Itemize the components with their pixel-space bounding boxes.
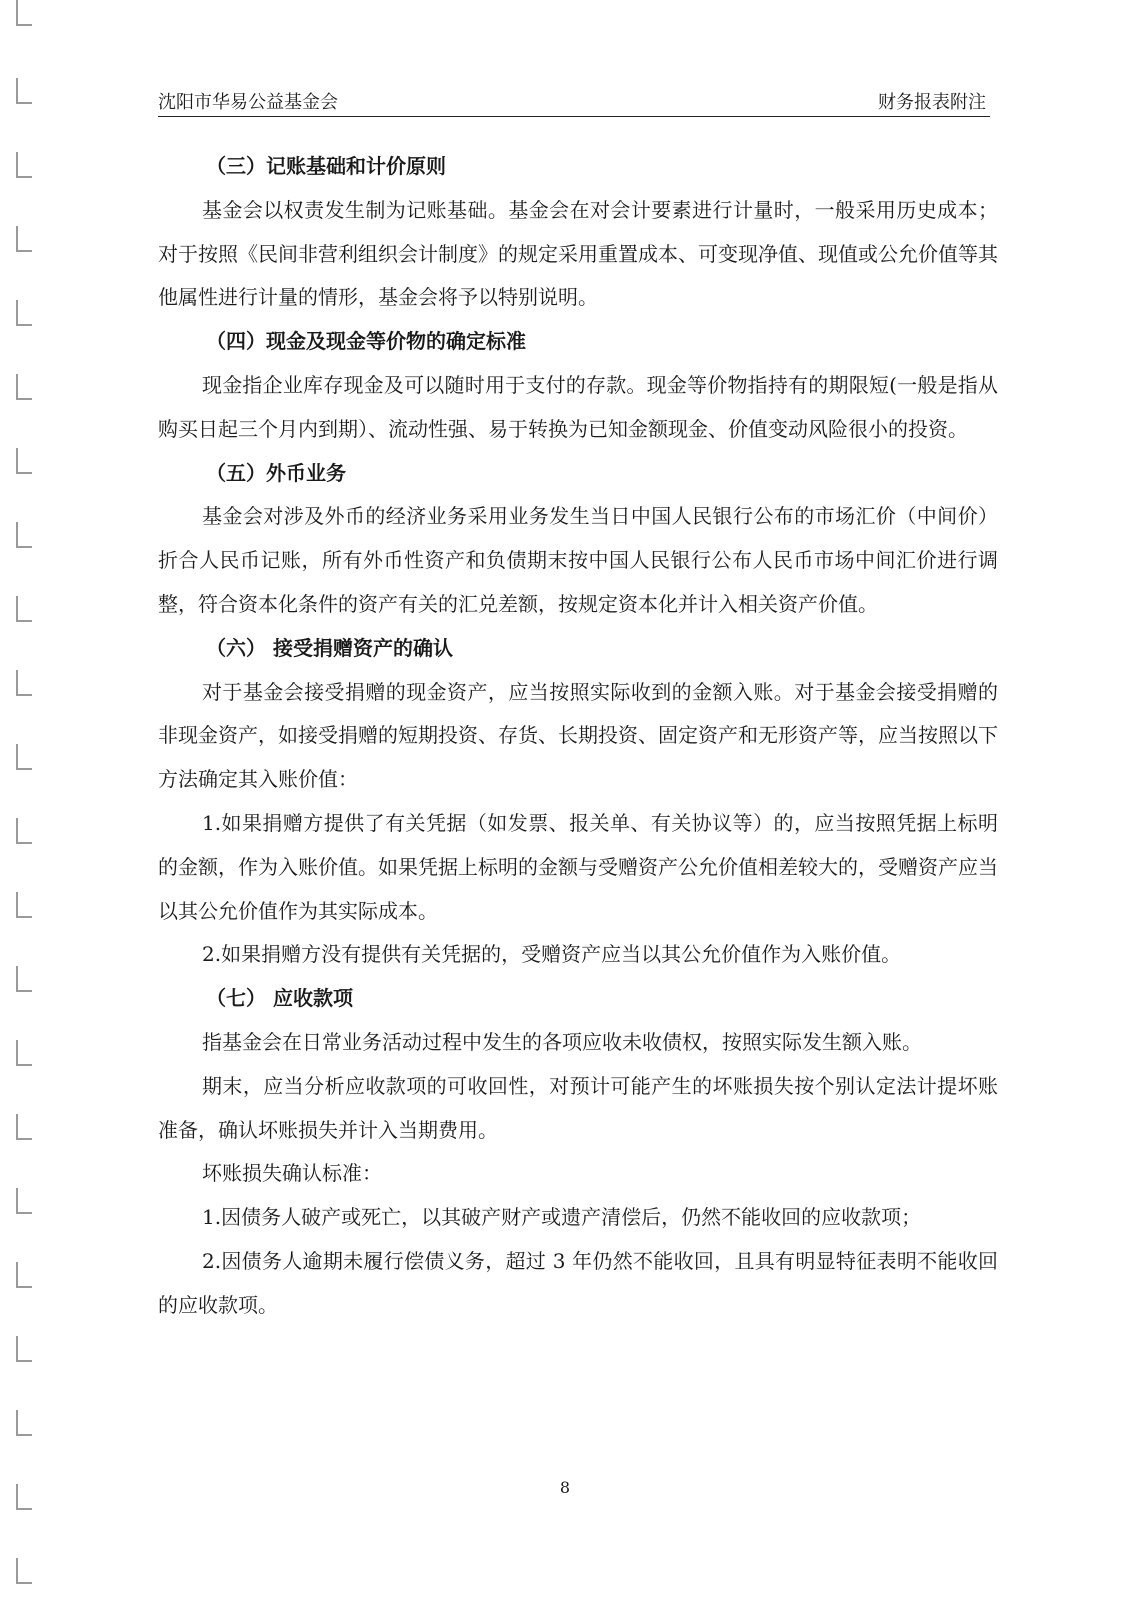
header-organization: 沈阳市华易公益基金会 <box>158 92 338 113</box>
paragraph: 坏账损失确认标准： <box>202 1161 382 1186</box>
section-heading-5: （五）外币业务 <box>206 460 346 485</box>
paragraph: 2.因债务人逾期未履行偿债义务，超过 3 年仍然不能收回，且具有明显特征表明不能收回的应收款项。 <box>158 1248 998 1317</box>
paragraph: 1.因债务人破产或死亡，以其破产财产或遗产清偿后，仍然不能收回的应收款项； <box>202 1205 922 1230</box>
paragraph: 对于基金会接受捐赠的现金资产，应当按照实际收到的金额入账。对于基金会接受捐赠的非现金资产，如接受捐赠的短期投资、存货、长期投资、固定资产和无形资产等，应当按照以下方法确定其入账价值： <box>158 679 998 792</box>
page-header <box>158 88 990 117</box>
document-body <box>158 145 998 1328</box>
binding-marks <box>0 0 40 1600</box>
paragraph: 基金会以权责发生制为记账基础。基金会在对会计要素进行计量时，一般采用历史成本；对于按照《民间非营利组织会计制度》的规定采用重置成本、可变现净值、现值或公允价值等其他属性进行计量的情形，基金会将予以特别说明。 <box>158 197 998 310</box>
page-number: 8 <box>559 1478 571 1497</box>
paragraph: 指基金会在日常业务活动过程中发生的各项应收未收债权，按照实际发生额入账。 <box>202 1029 922 1054</box>
section-heading-7: （七） 应收款项 <box>206 986 353 1011</box>
paragraph: 期末，应当分析应收款项的可收回性，对预计可能产生的坏账损失按个别认定法计提坏账准备，确认坏账损失并计入当期费用。 <box>158 1073 998 1142</box>
paragraph: 2.如果捐赠方没有提供有关凭据的，受赠资产应当以其公允价值作为入账价值。 <box>202 942 902 967</box>
section-heading-6: （六） 接受捐赠资产的确认 <box>206 635 453 660</box>
section-heading-4: （四）现金及现金等价物的确定标准 <box>206 329 526 354</box>
header-section: 财务报表附注 <box>878 92 986 113</box>
paragraph: 基金会对涉及外币的经济业务采用业务发生当日中国人民银行公布的市场汇价（中间价）折合人民币记账，所有外币性资产和负债期末按中国人民银行公布人民币市场中间汇价进行调整，符合资本化条件的资产有关的汇兑差额，按规定资本化并计入相关资产价值。 <box>158 504 998 616</box>
paragraph: 1.如果捐赠方提供了有关凭据（如发票、报关单、有关协议等）的，应当按照凭据上标明的金额，作为入账价值。如果凭据上标明的金额与受赠资产公允价值相差较大的，受赠资产应当以其公允价值作为其实际成本。 <box>158 810 998 923</box>
section-heading-3: （三）记账基础和计价原则 <box>206 154 446 178</box>
paragraph: 现金指企业库存现金及可以随时用于支付的存款。现金等价物指持有的期限短(一般是指从购买日起三个月内到期）、流动性强、易于转换为已知金额现金、价值变动风险很小的投资。 <box>158 372 998 441</box>
